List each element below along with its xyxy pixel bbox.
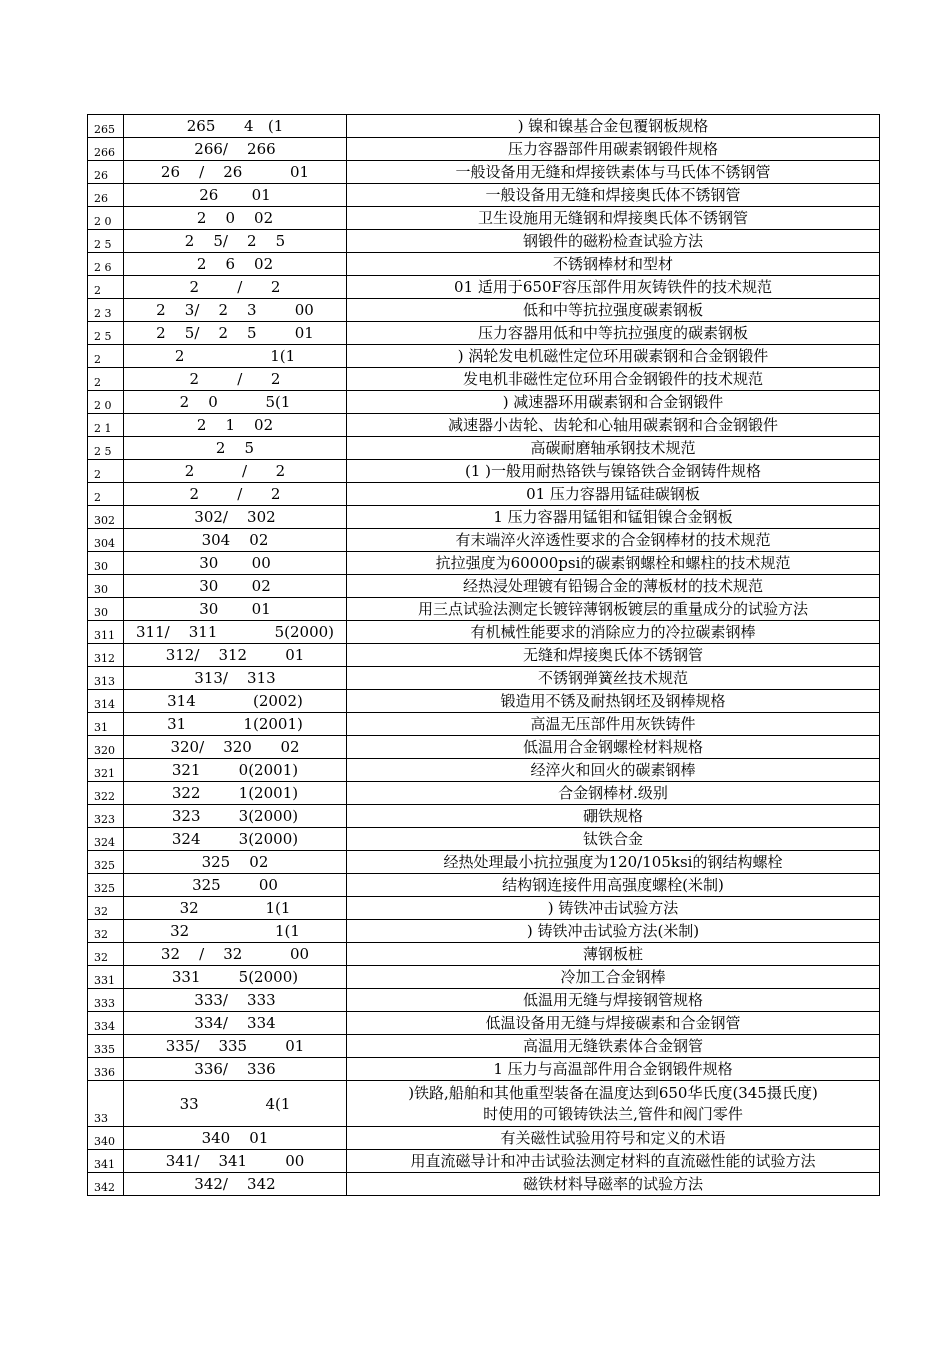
standard-code-cell[interactable]: 302/ 302 xyxy=(124,506,347,529)
table-row xyxy=(88,1150,880,1173)
description-cell[interactable]: ) 铸铁冲击试验方法 xyxy=(347,897,880,920)
table-row xyxy=(88,1127,880,1150)
standard-code-cell[interactable]: 304 02 xyxy=(124,529,347,552)
standard-code-cell[interactable]: 2 / 2 xyxy=(124,483,347,506)
standard-code-cell[interactable]: 2 6 02 xyxy=(124,253,347,276)
standard-code-cell[interactable]: 2 / 2 xyxy=(124,460,347,483)
row-number-cell[interactable]: 336 xyxy=(88,1058,124,1081)
standard-code-cell[interactable]: 331 5(2000) xyxy=(124,966,347,989)
table-row xyxy=(88,874,880,897)
description-cell[interactable]: 锻造用不锈及耐热钢坯及钢棒规格 xyxy=(347,690,880,713)
row-number-cell[interactable]: 311 xyxy=(88,621,124,644)
spreadsheet xyxy=(87,114,879,1196)
table-row xyxy=(88,713,880,736)
standard-code-cell[interactable]: 2 0 02 xyxy=(124,207,347,230)
row-number-cell[interactable]: 335 xyxy=(88,1035,124,1058)
standard-code-cell[interactable]: 340 01 xyxy=(124,1127,347,1150)
table-row xyxy=(88,276,880,299)
description-cell[interactable]: 磁铁材料导磁率的试验方法 xyxy=(347,1173,880,1196)
table-row xyxy=(88,414,880,437)
table-row xyxy=(88,138,880,161)
table-row xyxy=(88,161,880,184)
standard-code-cell[interactable]: 334/ 334 xyxy=(124,1012,347,1035)
table-row xyxy=(88,828,880,851)
table-row xyxy=(88,897,880,920)
table-row xyxy=(88,1012,880,1035)
table-row xyxy=(88,851,880,874)
row-number-cell[interactable]: 323 xyxy=(88,805,124,828)
description-cell[interactable]: 抗拉强度为60000psi的碳素钢螺栓和螺柱的技术规范 xyxy=(347,552,880,575)
table-row xyxy=(88,782,880,805)
table-row xyxy=(88,437,880,460)
table-row xyxy=(88,736,880,759)
description-cell[interactable]: 高温无压部件用灰铁铸件 xyxy=(347,713,880,736)
row-number-cell[interactable]: 30 xyxy=(88,552,124,575)
description-cell[interactable]: 低温设备用无缝与焊接碳素和合金钢管 xyxy=(347,1012,880,1035)
standard-code-cell[interactable]: 342/ 342 xyxy=(124,1173,347,1196)
standard-code-cell[interactable]: 2 5/ 2 5 01 xyxy=(124,322,347,345)
description-cell[interactable]: 合金钢棒材.级别 xyxy=(347,782,880,805)
standard-code-cell[interactable]: 266/ 266 xyxy=(124,138,347,161)
row-number-cell[interactable]: 30 xyxy=(88,575,124,598)
row-number-cell[interactable]: 341 xyxy=(88,1150,124,1173)
description-cell[interactable]: 卫生设施用无缝钢和焊接奥氏体不锈钢管 xyxy=(347,207,880,230)
description-cell[interactable]: 高温用无缝铁素体合金钢管 xyxy=(347,1035,880,1058)
standard-code-cell[interactable]: 311/ 311 5(2000) xyxy=(124,621,347,644)
standard-code-cell[interactable]: 320/ 320 02 xyxy=(124,736,347,759)
table-row xyxy=(88,598,880,621)
row-number-cell[interactable]: 320 xyxy=(88,736,124,759)
row-number-cell[interactable]: 266 xyxy=(88,138,124,161)
row-number-cell[interactable]: 342 xyxy=(88,1173,124,1196)
row-number-cell[interactable]: 32 xyxy=(88,943,124,966)
table-row xyxy=(88,368,880,391)
table-row xyxy=(88,253,880,276)
row-number-cell[interactable]: 312 xyxy=(88,644,124,667)
row-number-cell[interactable]: 333 xyxy=(88,989,124,1012)
table-row xyxy=(88,1035,880,1058)
row-number-cell[interactable]: 26 xyxy=(88,184,124,207)
description-cell[interactable]: ) 减速器环用碳素钢和合金钢锻件 xyxy=(347,391,880,414)
description-cell[interactable]: 结构钢连接件用高强度螺栓(米制) xyxy=(347,874,880,897)
standard-code-cell[interactable]: 26 01 xyxy=(124,184,347,207)
standard-code-cell[interactable]: 333/ 333 xyxy=(124,989,347,1012)
description-cell[interactable]: 薄钢板桩 xyxy=(347,943,880,966)
table-row xyxy=(88,805,880,828)
table-row xyxy=(88,322,880,345)
standard-code-cell[interactable]: 2 5/ 2 5 xyxy=(124,230,347,253)
standard-code-cell[interactable]: 30 02 xyxy=(124,575,347,598)
row-number-cell[interactable]: 334 xyxy=(88,1012,124,1035)
row-number-cell[interactable]: 325 xyxy=(88,874,124,897)
row-number-cell[interactable]: 313 xyxy=(88,667,124,690)
description-cell[interactable]: 有末端淬火淬透性要求的合金钢棒材的技术规范 xyxy=(347,529,880,552)
table-row xyxy=(88,1081,880,1127)
table-row xyxy=(88,989,880,1012)
row-number-cell[interactable]: 321 xyxy=(88,759,124,782)
row-number-cell[interactable]: 2 6 xyxy=(88,253,124,276)
standard-code-cell[interactable]: 322 1(2001) xyxy=(124,782,347,805)
standard-code-cell[interactable]: 325 02 xyxy=(124,851,347,874)
row-number-cell[interactable]: 314 xyxy=(88,690,124,713)
table-row xyxy=(88,552,880,575)
table-row xyxy=(88,966,880,989)
standards-table xyxy=(87,114,880,1196)
row-number-cell[interactable]: 2 5 xyxy=(88,230,124,253)
standard-code-cell[interactable]: 2 / 2 xyxy=(124,368,347,391)
table-row xyxy=(88,391,880,414)
row-number-cell[interactable]: 2 3 xyxy=(88,299,124,322)
table-row xyxy=(88,943,880,966)
table-row xyxy=(88,1173,880,1196)
table-row xyxy=(88,759,880,782)
standard-code-cell[interactable]: 321 0(2001) xyxy=(124,759,347,782)
row-number-cell[interactable]: 30 xyxy=(88,598,124,621)
row-number-cell[interactable]: 2 0 xyxy=(88,391,124,414)
description-cell[interactable]: (1 )一般用耐热铬铁与镍铬铁合金钢铸件规格 xyxy=(347,460,880,483)
description-cell[interactable]: 无缝和焊接奥氏体不锈钢管 xyxy=(347,644,880,667)
description-cell[interactable]: 钛铁合金 xyxy=(347,828,880,851)
standard-code-cell[interactable]: 265 4 (1 xyxy=(124,115,347,138)
standard-code-cell[interactable]: 26 / 26 01 xyxy=(124,161,347,184)
standard-code-cell[interactable]: 314 (2002) xyxy=(124,690,347,713)
description-cell[interactable]: 一般设备用无缝和焊接奥氏体不锈钢管 xyxy=(347,184,880,207)
table-row xyxy=(88,920,880,943)
description-cell[interactable]: ) 涡轮发电机磁性定位环用碳素钢和合金钢锻件 xyxy=(347,345,880,368)
table-row xyxy=(88,299,880,322)
row-number-cell[interactable]: 265 xyxy=(88,115,124,138)
table-row xyxy=(88,506,880,529)
description-cell[interactable]: 低温用无缝与焊接钢管规格 xyxy=(347,989,880,1012)
standard-code-cell[interactable]: 336/ 336 xyxy=(124,1058,347,1081)
description-cell[interactable]: 不锈钢弹簧丝技术规范 xyxy=(347,667,880,690)
standard-code-cell[interactable]: 30 01 xyxy=(124,598,347,621)
description-cell[interactable]: 压力容器用低和中等抗拉强度的碳素钢板 xyxy=(347,322,880,345)
standard-code-cell[interactable]: 335/ 335 01 xyxy=(124,1035,347,1058)
description-cell[interactable]: 1 压力容器用锰钼和锰钼镍合金钢板 xyxy=(347,506,880,529)
description-cell[interactable]: 高碳耐磨轴承钢技术规范 xyxy=(347,437,880,460)
row-number-cell[interactable]: 26 xyxy=(88,161,124,184)
description-cell[interactable]: 经淬火和回火的碳素钢棒 xyxy=(347,759,880,782)
standard-code-cell[interactable]: 30 00 xyxy=(124,552,347,575)
row-number-cell[interactable]: 325 xyxy=(88,851,124,874)
row-number-cell[interactable]: 32 xyxy=(88,920,124,943)
description-cell[interactable]: 经热处理最小抗拉强度为120/105ksi的钢结构螺栓 xyxy=(347,851,880,874)
table-row xyxy=(88,115,880,138)
table-row xyxy=(88,184,880,207)
description-cell[interactable]: 01 压力容器用锰硅碳钢板 xyxy=(347,483,880,506)
standard-code-cell[interactable]: 323 3(2000) xyxy=(124,805,347,828)
description-cell[interactable]: 减速器小齿轮、齿轮和心轴用碳素钢和合金钢锻件 xyxy=(347,414,880,437)
row-number-cell[interactable]: 2 xyxy=(88,460,124,483)
standard-code-cell[interactable]: 2 1 02 xyxy=(124,414,347,437)
standard-code-cell[interactable]: 31 1(2001) xyxy=(124,713,347,736)
table-row xyxy=(88,575,880,598)
standard-code-cell[interactable]: 2 3/ 2 3 00 xyxy=(124,299,347,322)
description-cell[interactable]: 用直流磁导计和冲击试验法测定材料的直流磁性能的试验方法 xyxy=(347,1150,880,1173)
standard-code-cell[interactable]: 341/ 341 00 xyxy=(124,1150,347,1173)
standard-code-cell[interactable]: 313/ 313 xyxy=(124,667,347,690)
standard-code-cell[interactable]: 32 1(1 xyxy=(124,920,347,943)
table-row xyxy=(88,483,880,506)
row-number-cell[interactable]: 2 5 xyxy=(88,322,124,345)
description-cell[interactable]: 不锈钢棒材和型材 xyxy=(347,253,880,276)
description-cell[interactable]: 低温用合金钢螺栓材料规格 xyxy=(347,736,880,759)
row-number-cell[interactable]: 32 xyxy=(88,897,124,920)
standard-code-cell[interactable]: 2 / 2 xyxy=(124,276,347,299)
description-cell[interactable]: 硼铁规格 xyxy=(347,805,880,828)
standard-code-cell[interactable]: 33 4(1 xyxy=(124,1081,347,1127)
standard-code-cell[interactable]: 32 / 32 00 xyxy=(124,943,347,966)
row-number-cell[interactable]: 2 xyxy=(88,345,124,368)
description-cell[interactable]: 钢锻件的磁粉检查试验方法 xyxy=(347,230,880,253)
standard-code-cell[interactable]: 324 3(2000) xyxy=(124,828,347,851)
standard-code-cell[interactable]: 2 0 5(1 xyxy=(124,391,347,414)
description-cell[interactable]: ) 镍和镍基合金包覆钢板规格 xyxy=(347,115,880,138)
row-number-cell[interactable]: 2 xyxy=(88,276,124,299)
row-number-cell[interactable]: 304 xyxy=(88,529,124,552)
standard-code-cell[interactable]: 2 1(1 xyxy=(124,345,347,368)
table-row xyxy=(88,207,880,230)
table-row xyxy=(88,644,880,667)
description-cell[interactable]: 有机械性能要求的消除应力的冷拉碳素钢棒 xyxy=(347,621,880,644)
row-number-cell[interactable]: 2 xyxy=(88,483,124,506)
row-number-cell[interactable]: 33 xyxy=(88,1081,124,1127)
row-number-cell[interactable]: 331 xyxy=(88,966,124,989)
description-cell[interactable]: 一般设备用无缝和焊接铁素体与马氏体不锈钢管 xyxy=(347,161,880,184)
standard-code-cell[interactable]: 32 1(1 xyxy=(124,897,347,920)
table-row xyxy=(88,690,880,713)
standard-code-cell[interactable]: 2 5 xyxy=(124,437,347,460)
row-number-cell[interactable]: 322 xyxy=(88,782,124,805)
description-cell[interactable]: 经热浸处理镀有铅锡合金的薄板材的技术规范 xyxy=(347,575,880,598)
table-row xyxy=(88,345,880,368)
description-cell[interactable]: 有关磁性试验用符号和定义的术语 xyxy=(347,1127,880,1150)
row-number-cell[interactable]: 31 xyxy=(88,713,124,736)
row-number-cell[interactable]: 340 xyxy=(88,1127,124,1150)
row-number-cell[interactable]: 2 xyxy=(88,368,124,391)
table-row xyxy=(88,667,880,690)
description-cell[interactable]: )铁路,船舶和其他重型装备在温度达到650华氏度(345摄氏度) 时使用的可锻铸铁法兰,管件和阀门零件 xyxy=(347,1081,880,1127)
row-number-cell[interactable]: 2 0 xyxy=(88,207,124,230)
row-number-cell[interactable]: 2 5 xyxy=(88,437,124,460)
description-cell[interactable]: 用三点试验法测定长镀锌薄钢板镀层的重量成分的试验方法 xyxy=(347,598,880,621)
table-row xyxy=(88,529,880,552)
table-row xyxy=(88,230,880,253)
description-cell[interactable]: 1 压力与高温部件用合金钢锻件规格 xyxy=(347,1058,880,1081)
row-number-cell[interactable]: 2 1 xyxy=(88,414,124,437)
description-cell[interactable]: 发电机非磁性定位环用合金钢锻件的技术规范 xyxy=(347,368,880,391)
standard-code-cell[interactable]: 312/ 312 01 xyxy=(124,644,347,667)
row-number-cell[interactable]: 302 xyxy=(88,506,124,529)
table-row xyxy=(88,1058,880,1081)
description-cell[interactable]: 低和中等抗拉强度碳素钢板 xyxy=(347,299,880,322)
description-cell[interactable]: 压力容器部件用碳素钢锻件规格 xyxy=(347,138,880,161)
description-cell[interactable]: 01 适用于650F容压部件用灰铸铁件的技术规范 xyxy=(347,276,880,299)
table-row xyxy=(88,460,880,483)
table-row xyxy=(88,621,880,644)
row-number-cell[interactable]: 324 xyxy=(88,828,124,851)
description-cell[interactable]: ) 铸铁冲击试验方法(米制) xyxy=(347,920,880,943)
description-cell[interactable]: 冷加工合金钢棒 xyxy=(347,966,880,989)
standard-code-cell[interactable]: 325 00 xyxy=(124,874,347,897)
